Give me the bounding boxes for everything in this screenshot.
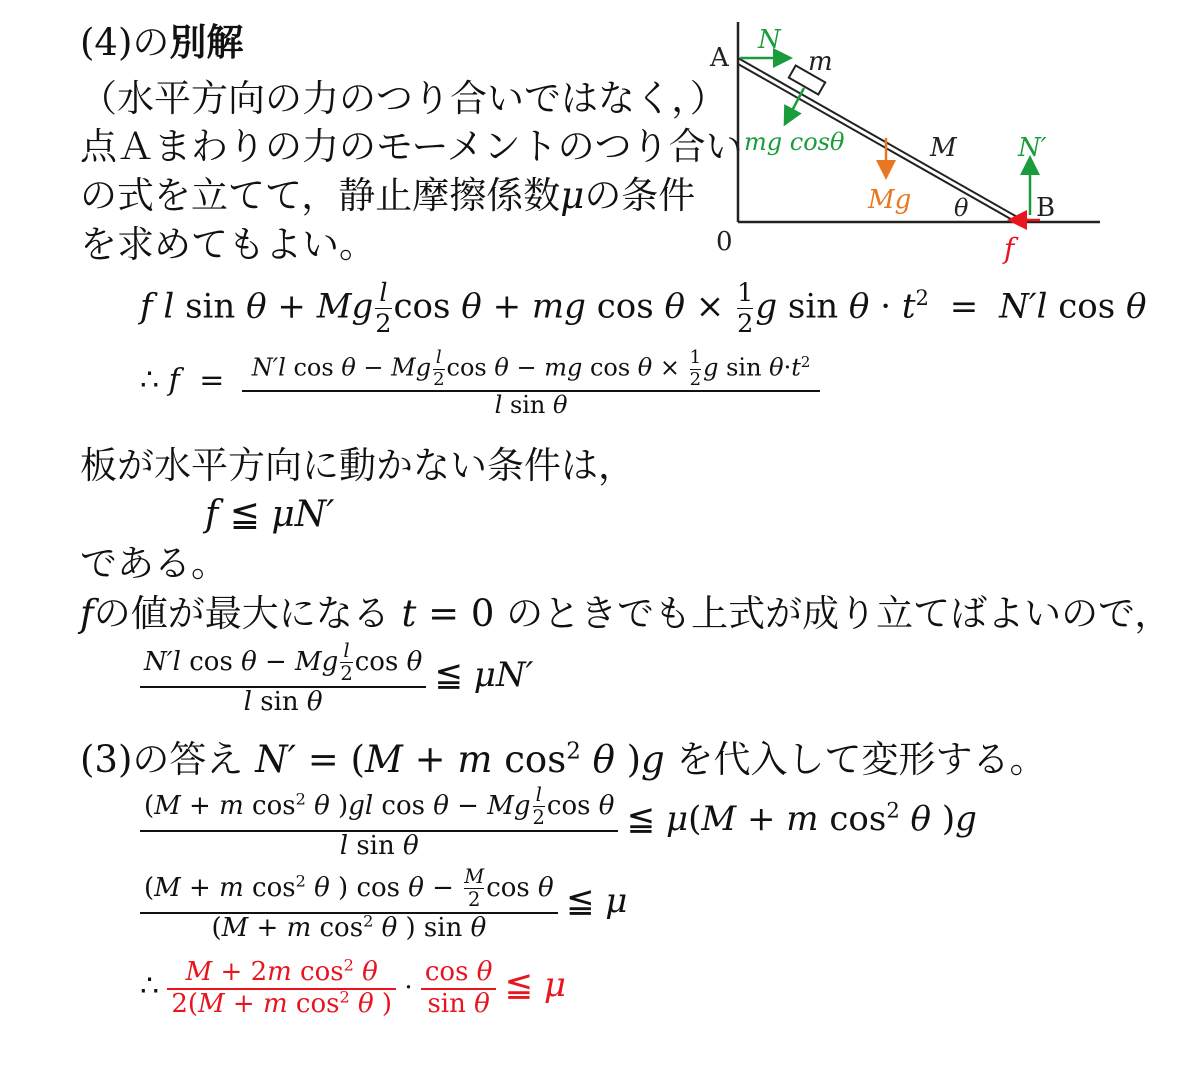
therefore-symbol: ∴: [140, 968, 160, 1004]
label-A: A: [710, 43, 729, 73]
label-B: B: [1036, 193, 1056, 223]
label-O: 0: [716, 227, 733, 257]
fmax-pre: の値が最大になる: [93, 592, 390, 635]
heading-bold: 別解: [169, 20, 244, 64]
label-M: M: [930, 133, 957, 163]
label-theta: θ: [954, 194, 969, 222]
equation-f-solved: ∴ f = N′l cos θ − Mg $\frac{l}{2}$ cos θ − mg cos θ × $\frac{1}{2}$ g $\sin \theta\cdot t^2$ l sin θ: [140, 348, 820, 420]
label-m: m: [808, 47, 833, 77]
label-Mg: Mg: [868, 185, 912, 215]
label-f: f: [1004, 232, 1015, 265]
sub-line: (3)の答え N′ = (M + m $\cos^2 \theta$ )g を代入して変形する。: [80, 738, 1047, 781]
inequality-2: (M + m $\cos^2 \theta$ )gl cos θ − Mg $\frac{l}{2}$ cos θ l sin θ ≦ μ(M + m $\cos^2 \theta$ )g: [140, 784, 977, 862]
mu-symbol: μ: [560, 174, 585, 217]
inequality-f-muN: f ≦ μN′: [205, 494, 335, 535]
heading: [80, 18, 243, 67]
intro-line-3-text: の式を立てて，静止摩擦係数: [80, 174, 561, 217]
final-inequality: ∴ $\frac{M + 2m \cos^2 \theta}{2(M + m \cos^2 \theta )}$ · $\frac{\text{cos θ}}{\text{sin θ}}$ ≦ μ: [140, 955, 567, 1019]
intro-line-2: 点Ａまわりの力のモーメントのつり合い: [80, 125, 743, 168]
equation-moment-balance: f l sin θ + Mg $\frac{l}{2}$ cos θ + mg cos θ × $\frac{1}{2}$ g $\sin \theta \cdot t^2 = N'l$ cos θ: [140, 278, 1147, 339]
label-N: N: [758, 25, 781, 55]
sub-post: を代入して変形する。: [676, 738, 1047, 781]
f-symbol: f: [80, 592, 94, 635]
intro-line-3: [80, 172, 695, 220]
cond-line: 板が水平方向に動かない条件は，: [80, 444, 635, 487]
intro-line-3-tail: の条件: [584, 174, 696, 217]
incline-diagram: [700, 10, 1100, 270]
inequality-3: (M + m $\cos^2 \theta$ ) cos θ − $\frac{M}{2}$ cos θ (M + m $\cos^2 \theta$ ) sin θ ≦ μ: [140, 866, 627, 944]
fmax-line: fの値が最大になる t = 0 のときでも上式が成り立てばよいので，: [80, 592, 1172, 635]
intro-line-4: を求めてもよい。: [80, 223, 376, 266]
t-symbol: t: [401, 592, 417, 635]
label-mgcos: mg cosθ: [744, 128, 845, 156]
fmax-post: のときでも上式が成り立てばよいので，: [506, 592, 1172, 635]
label-Nprime: N′: [1018, 133, 1047, 163]
heading-prefix: (4)の: [80, 21, 170, 64]
sub-pre: (3)の答え: [80, 738, 244, 781]
dearu-line: である。: [80, 542, 228, 585]
intro-line-1: （水平方向の力のつり合いではなく，）: [80, 77, 727, 120]
inequality-1: N′l cos θ − Mg $\frac{l}{2}$ cos θ l sin θ ≦ μN′: [140, 640, 533, 718]
